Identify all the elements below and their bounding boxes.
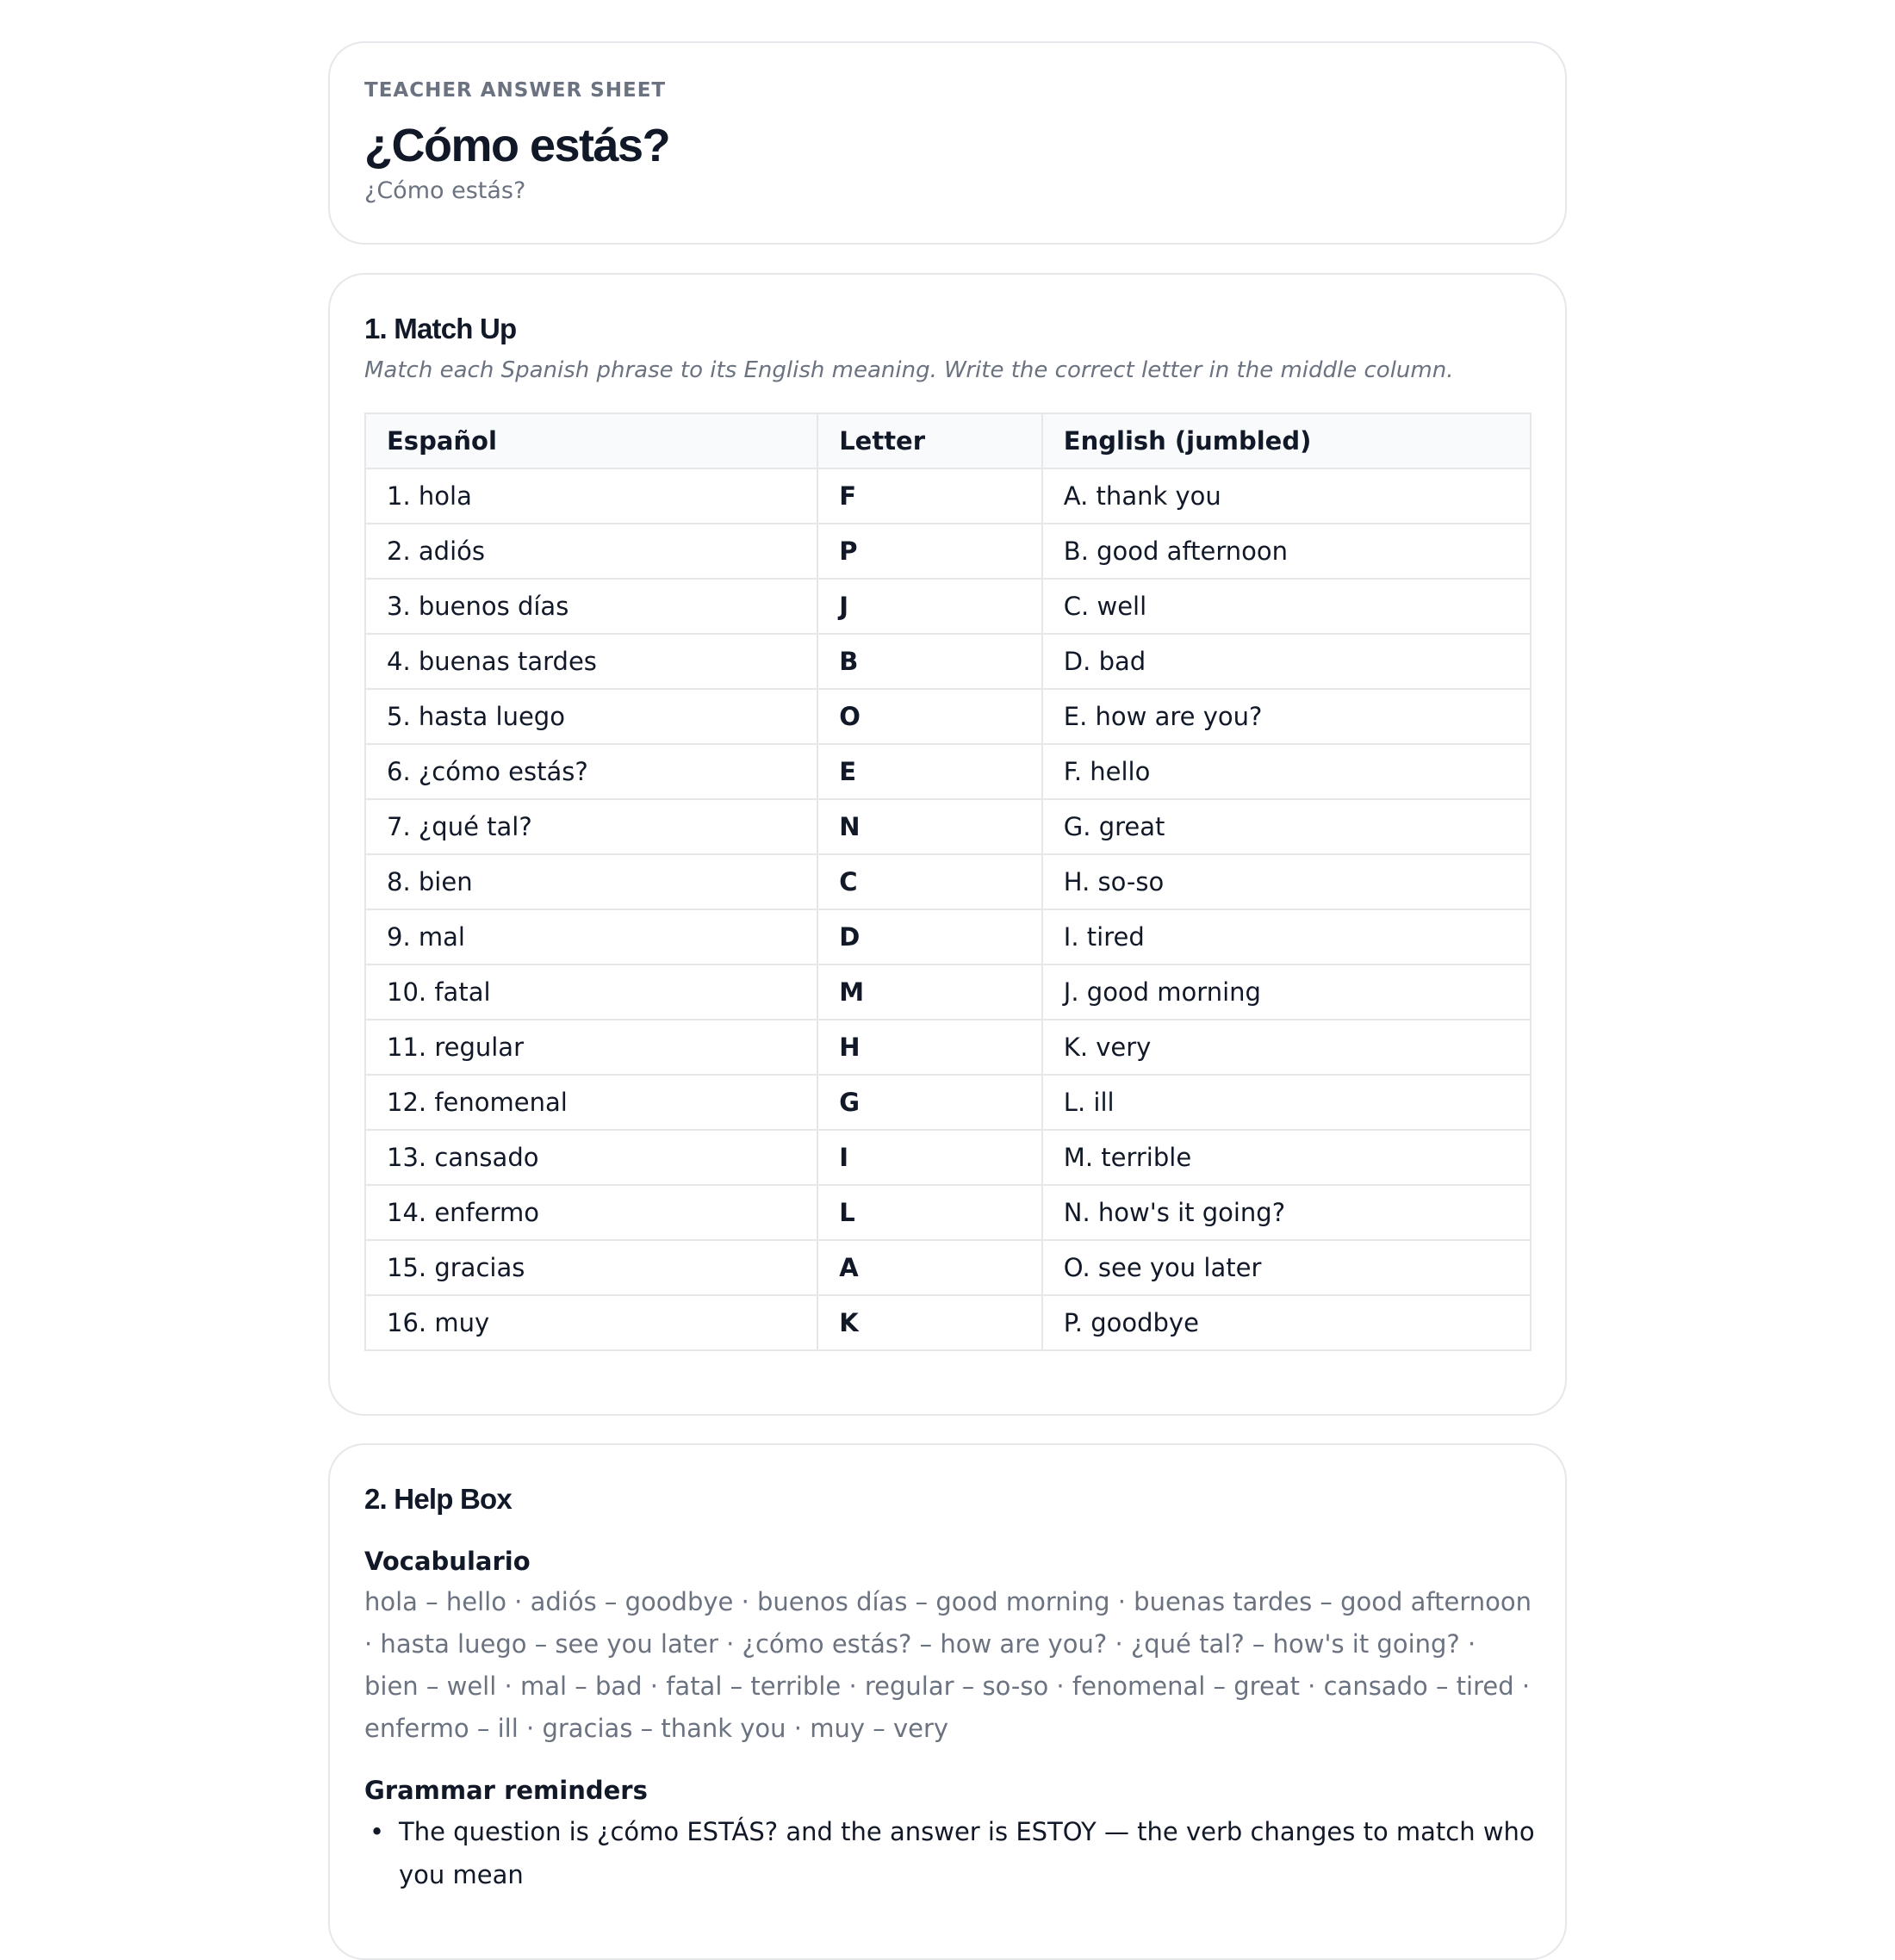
spanish-phrase-cell: 2. adiós: [365, 524, 817, 579]
english-meaning-cell: D. bad: [1042, 634, 1531, 689]
spanish-phrase-cell: 5. hasta luego: [365, 689, 817, 744]
answer-letter-cell: K: [817, 1295, 1042, 1350]
table-row: [365, 1240, 1531, 1295]
table-row: [365, 1075, 1531, 1130]
table-header-row: [365, 413, 1531, 468]
grammar-heading: Grammar reminders: [364, 1776, 648, 1805]
match-up-table: [364, 412, 1532, 1351]
spanish-phrase-cell: 7. ¿qué tal?: [365, 799, 817, 854]
column-header-spanish: Español: [365, 413, 817, 468]
page-subtitle: ¿Cómo estás?: [364, 177, 526, 204]
eyebrow-label: TEACHER ANSWER SHEET: [364, 79, 667, 102]
column-header-letter: Letter: [817, 413, 1042, 468]
spanish-phrase-cell: 8. bien: [365, 854, 817, 909]
answer-letter-cell: F: [817, 468, 1042, 524]
header-card: [328, 41, 1567, 245]
match-up-table-body: [365, 468, 1531, 1350]
english-meaning-cell: N. how's it going?: [1042, 1185, 1531, 1240]
spanish-phrase-cell: 16. muy: [365, 1295, 817, 1350]
table-row: [365, 909, 1531, 964]
match-up-section: [328, 273, 1567, 1416]
table-row: [365, 524, 1531, 579]
english-meaning-cell: E. how are you?: [1042, 689, 1531, 744]
table-row: [365, 964, 1531, 1020]
english-meaning-cell: K. very: [1042, 1020, 1531, 1075]
table-row: [365, 1185, 1531, 1240]
spanish-phrase-cell: 15. gracias: [365, 1240, 817, 1295]
table-row: [365, 689, 1531, 744]
english-meaning-cell: A. thank you: [1042, 468, 1531, 524]
answer-letter-cell: M: [817, 964, 1042, 1020]
english-meaning-cell: G. great: [1042, 799, 1531, 854]
english-meaning-cell: H. so-so: [1042, 854, 1531, 909]
table-row: [365, 799, 1531, 854]
english-meaning-cell: I. tired: [1042, 909, 1531, 964]
spanish-phrase-cell: 4. buenas tardes: [365, 634, 817, 689]
grammar-reminder-item: [364, 1810, 1536, 1896]
english-meaning-cell: P. goodbye: [1042, 1295, 1531, 1350]
page-title: ¿Cómo estás?: [364, 120, 670, 171]
table-row: [365, 854, 1531, 909]
spanish-phrase-cell: 14. enfermo: [365, 1185, 817, 1240]
english-meaning-cell: O. see you later: [1042, 1240, 1531, 1295]
spanish-phrase-cell: 11. regular: [365, 1020, 817, 1075]
answer-letter-cell: E: [817, 744, 1042, 799]
table-row: [365, 744, 1531, 799]
match-up-instructions: Match each Spanish phrase to its English meaning. Write the correct letter in the middle column.: [364, 357, 1454, 383]
table-row: [365, 1020, 1531, 1075]
help-box-section: [328, 1443, 1567, 1960]
answer-letter-cell: D: [817, 909, 1042, 964]
english-meaning-cell: J. good morning: [1042, 964, 1531, 1020]
spanish-phrase-cell: 3. buenos días: [365, 579, 817, 634]
section-title-help-box: 2. Help Box: [364, 1483, 512, 1515]
answer-letter-cell: C: [817, 854, 1042, 909]
bullet-icon: •: [370, 1817, 385, 1846]
spanish-phrase-cell: 6. ¿cómo estás?: [365, 744, 817, 799]
spanish-phrase-cell: 13. cansado: [365, 1130, 817, 1185]
vocabulary-heading: Vocabulario: [364, 1547, 531, 1576]
section-title-match-up: 1. Match Up: [364, 313, 517, 344]
vocabulary-list: hola – hello · adiós – goodbye · buenos días – good morning · buenas tardes – good afternoon · hasta luego – see you later · ¿cómo estás? – how are you? · ¿qué tal? – how's it going? · bien – well · mal – bad · fatal – terrible · regular – so-so · fenomenal – great · cansado – tired · enfermo – ill · gracias – thank you · muy – very: [364, 1587, 1532, 1743]
english-meaning-cell: B. good afternoon: [1042, 524, 1531, 579]
english-meaning-cell: C. well: [1042, 579, 1531, 634]
table-row: [365, 1130, 1531, 1185]
spanish-phrase-cell: 1. hola: [365, 468, 817, 524]
table-row: [365, 579, 1531, 634]
spanish-phrase-cell: 12. fenomenal: [365, 1075, 817, 1130]
english-meaning-cell: L. ill: [1042, 1075, 1531, 1130]
english-meaning-cell: M. terrible: [1042, 1130, 1531, 1185]
answer-letter-cell: J: [817, 579, 1042, 634]
answer-letter-cell: O: [817, 689, 1042, 744]
table-row: [365, 1295, 1531, 1350]
answer-letter-cell: B: [817, 634, 1042, 689]
answer-letter-cell: A: [817, 1240, 1042, 1295]
english-meaning-cell: F. hello: [1042, 744, 1531, 799]
answer-letter-cell: I: [817, 1130, 1042, 1185]
answer-letter-cell: L: [817, 1185, 1042, 1240]
grammar-reminder-text: The question is ¿cómo ESTÁS? and the answer is ESTOY — the verb changes to match who you mean: [399, 1817, 1535, 1889]
spanish-phrase-cell: 10. fatal: [365, 964, 817, 1020]
answer-letter-cell: P: [817, 524, 1042, 579]
table-row: [365, 468, 1531, 524]
grammar-reminders-list: [364, 1810, 1536, 1896]
answer-letter-cell: H: [817, 1020, 1042, 1075]
answer-letter-cell: N: [817, 799, 1042, 854]
spanish-phrase-cell: 9. mal: [365, 909, 817, 964]
table-row: [365, 634, 1531, 689]
column-header-english: English (jumbled): [1042, 413, 1531, 468]
answer-letter-cell: G: [817, 1075, 1042, 1130]
